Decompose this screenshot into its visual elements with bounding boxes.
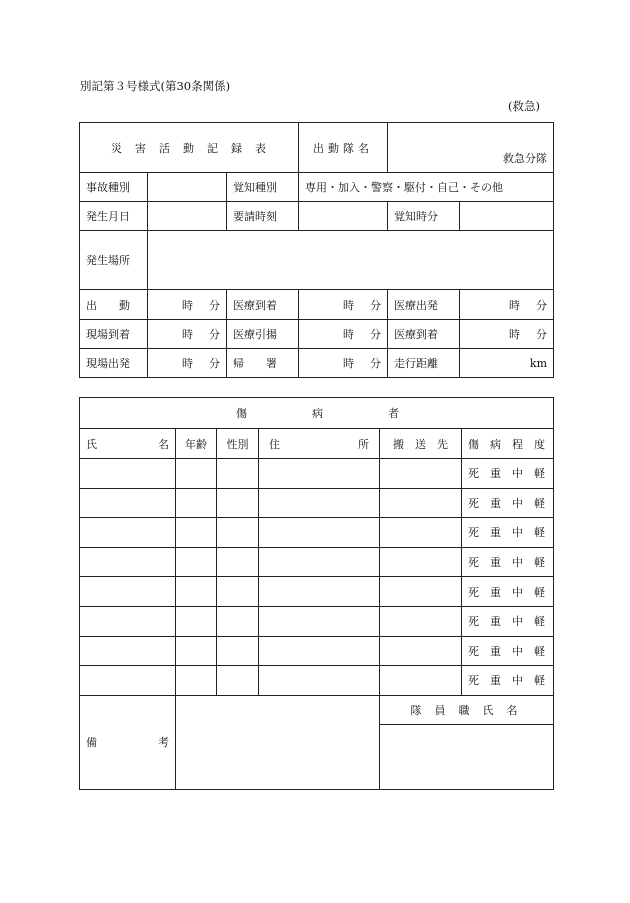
hour-label: 時 — [343, 357, 355, 370]
address-field[interactable] — [259, 636, 380, 666]
injured-row — [80, 459, 554, 489]
injured-title — [80, 398, 554, 429]
injured-row — [80, 488, 554, 518]
name-field[interactable] — [80, 577, 176, 607]
severity-option[interactable]: 死 — [468, 556, 479, 570]
hour-label: 時 — [343, 328, 355, 341]
location-label: 発生場所 — [80, 231, 148, 290]
severity-option[interactable]: 死 — [468, 615, 479, 629]
col-severity-char: 程 — [512, 437, 523, 451]
time-label: 医療出発 — [388, 290, 460, 320]
time-label: 現場到着 — [80, 320, 148, 349]
severity-option[interactable]: 軽 — [534, 467, 545, 481]
notified-type-options[interactable]: 専用・加入・警察・駆付・自己・その他 — [299, 173, 554, 202]
time-label: 医療到着 — [388, 320, 460, 349]
minute-label: 分 — [536, 298, 548, 312]
age-field[interactable] — [176, 547, 217, 577]
hour-label: 時 — [182, 328, 193, 341]
time-field[interactable] — [148, 320, 227, 349]
severity-option[interactable]: 重 — [490, 615, 501, 629]
age-field[interactable] — [176, 459, 217, 489]
name-field[interactable] — [80, 606, 176, 636]
severity-option[interactable]: 重 — [490, 467, 501, 481]
transport-field[interactable] — [380, 577, 462, 607]
transport-field[interactable] — [380, 518, 462, 548]
severity-field[interactable] — [462, 547, 554, 577]
severity-option[interactable]: 重 — [490, 496, 501, 510]
col-address-header — [259, 429, 380, 459]
km-unit: km — [529, 356, 548, 370]
severity-option[interactable]: 中 — [512, 467, 523, 481]
col-severity-char: 傷 — [468, 437, 479, 451]
transport-field[interactable] — [380, 606, 462, 636]
hour-label: 時 — [182, 298, 193, 312]
severity-option[interactable]: 軽 — [534, 496, 545, 510]
distance-label: 走行距離 — [388, 349, 460, 378]
date-label: 発生月日 — [80, 202, 148, 231]
transport-field[interactable] — [380, 636, 462, 666]
col-sex-header: 性別 — [217, 429, 259, 459]
injured-row — [80, 606, 554, 636]
col-severity-char: 度 — [534, 437, 545, 451]
severity-option[interactable]: 中 — [512, 585, 523, 599]
remarks-char: 備 — [86, 736, 97, 750]
sex-field[interactable] — [217, 518, 259, 548]
col-name-header — [80, 429, 176, 459]
activity-record-table — [79, 122, 554, 378]
col-severity-header — [462, 429, 554, 459]
col-address-char: 住 — [269, 437, 280, 451]
incident-type-label: 事故種別 — [80, 173, 148, 202]
hour-label: 時 — [182, 357, 193, 370]
name-field[interactable] — [80, 547, 176, 577]
severity-field[interactable] — [462, 488, 554, 518]
time-field[interactable] — [148, 349, 227, 378]
col-name-char: 氏 — [86, 437, 97, 451]
severity-option[interactable]: 重 — [490, 585, 501, 599]
severity-option[interactable]: 中 — [512, 556, 523, 570]
severity-option[interactable]: 中 — [512, 496, 523, 510]
request-time-field[interactable] — [299, 202, 388, 231]
time-label: 出 動 — [80, 290, 148, 320]
injured-row — [80, 666, 554, 696]
notified-time-label: 覚知時分 — [388, 202, 460, 231]
minute-label: 分 — [370, 357, 382, 370]
severity-option[interactable]: 死 — [468, 467, 479, 481]
severity-option[interactable]: 中 — [512, 674, 523, 688]
age-field[interactable] — [176, 488, 217, 518]
remarks-char: 考 — [158, 736, 169, 750]
injured-title-char: 者 — [388, 407, 400, 420]
severity-option[interactable]: 重 — [490, 674, 501, 688]
time-field[interactable] — [148, 290, 227, 320]
col-transport-header: 搬 送 先 — [380, 429, 462, 459]
time-field[interactable] — [299, 320, 388, 349]
minute-label: 分 — [209, 328, 220, 341]
minute-label: 分 — [209, 298, 220, 312]
time-field[interactable] — [299, 290, 388, 320]
transport-field[interactable] — [380, 488, 462, 518]
severity-option[interactable]: 死 — [468, 496, 479, 510]
hour-label: 時 — [509, 328, 521, 341]
age-field[interactable] — [176, 577, 217, 607]
dispatch-unit-value[interactable]: 救急分隊 — [388, 123, 554, 173]
sex-field[interactable] — [217, 488, 259, 518]
time-label: 帰 署 — [227, 349, 299, 378]
time-field[interactable] — [460, 320, 554, 349]
severity-option[interactable]: 軽 — [534, 615, 545, 629]
injured-table — [79, 397, 554, 790]
sex-field[interactable] — [217, 606, 259, 636]
severity-option[interactable]: 重 — [490, 556, 501, 570]
address-field[interactable] — [259, 547, 380, 577]
severity-field[interactable] — [462, 636, 554, 666]
age-field[interactable] — [176, 636, 217, 666]
severity-option[interactable]: 死 — [468, 674, 479, 688]
request-time-label: 要請時刻 — [227, 202, 299, 231]
injured-row — [80, 636, 554, 666]
severity-field[interactable] — [462, 518, 554, 548]
address-field[interactable] — [259, 666, 380, 696]
transport-field[interactable] — [380, 459, 462, 489]
name-field[interactable] — [80, 488, 176, 518]
transport-field[interactable] — [380, 666, 462, 696]
name-field[interactable] — [80, 518, 176, 548]
dispatch-unit-label: 出動隊名 — [299, 123, 388, 173]
severity-option[interactable]: 軽 — [534, 556, 545, 570]
location-field[interactable] — [148, 231, 554, 290]
address-field[interactable] — [259, 577, 380, 607]
col-name-char: 名 — [158, 437, 169, 451]
notified-time-field[interactable] — [460, 202, 554, 231]
severity-option[interactable]: 軽 — [534, 674, 545, 688]
severity-option[interactable]: 重 — [490, 526, 501, 540]
severity-option[interactable]: 中 — [512, 615, 523, 629]
members-label: 隊員職氏名 — [380, 695, 554, 724]
col-address-char: 所 — [358, 437, 369, 451]
injured-title-char: 病 — [312, 407, 324, 420]
minute-label: 分 — [370, 328, 382, 341]
injured-title-char: 傷 — [236, 407, 247, 420]
form-title: 別記第３号様式(第30条関係) — [80, 79, 231, 93]
time-field[interactable] — [460, 290, 554, 320]
form-category: (救急) — [508, 99, 540, 113]
sex-field[interactable] — [217, 636, 259, 666]
remarks-label — [80, 695, 176, 789]
name-field[interactable] — [80, 459, 176, 489]
incident-type-field[interactable] — [148, 173, 227, 202]
age-field[interactable] — [176, 518, 217, 548]
minute-label: 分 — [536, 328, 548, 341]
time-field[interactable] — [299, 349, 388, 378]
remarks-field[interactable] — [176, 695, 380, 789]
age-field[interactable] — [176, 666, 217, 696]
severity-option[interactable]: 死 — [468, 644, 479, 658]
severity-option[interactable]: 重 — [490, 644, 501, 658]
sex-field[interactable] — [217, 459, 259, 489]
record-title: 災害活動記録表 — [80, 123, 299, 173]
address-field[interactable] — [259, 518, 380, 548]
notified-type-label: 覚知種別 — [227, 173, 299, 202]
name-field[interactable] — [80, 636, 176, 666]
minute-label: 分 — [209, 357, 220, 370]
time-label: 医療到着 — [227, 290, 299, 320]
minute-label: 分 — [370, 298, 382, 312]
severity-field[interactable] — [462, 666, 554, 696]
transport-field[interactable] — [380, 547, 462, 577]
injured-row — [80, 577, 554, 607]
severity-option[interactable]: 軽 — [534, 526, 545, 540]
severity-option[interactable]: 中 — [512, 526, 523, 540]
distance-field[interactable] — [460, 349, 554, 378]
members-field[interactable] — [380, 724, 554, 789]
severity-option[interactable]: 死 — [468, 585, 479, 599]
name-field[interactable] — [80, 666, 176, 696]
col-age-header: 年齢 — [176, 429, 217, 459]
severity-field[interactable] — [462, 459, 554, 489]
address-field[interactable] — [259, 606, 380, 636]
severity-option[interactable]: 中 — [512, 644, 523, 658]
severity-option[interactable]: 死 — [468, 526, 479, 540]
sex-field[interactable] — [217, 547, 259, 577]
date-field[interactable] — [148, 202, 227, 231]
injured-row — [80, 518, 554, 548]
address-field[interactable] — [259, 459, 380, 489]
col-severity-char: 病 — [490, 437, 501, 451]
time-label: 現場出発 — [80, 349, 148, 378]
hour-label: 時 — [343, 298, 355, 312]
address-field[interactable] — [259, 488, 380, 518]
severity-field[interactable] — [462, 577, 554, 607]
hour-label: 時 — [509, 298, 521, 312]
severity-option[interactable]: 軽 — [534, 585, 545, 599]
sex-field[interactable] — [217, 666, 259, 696]
time-label: 医療引揚 — [227, 320, 299, 349]
severity-option[interactable]: 軽 — [534, 644, 545, 658]
injured-row — [80, 547, 554, 577]
sex-field[interactable] — [217, 577, 259, 607]
severity-field[interactable] — [462, 606, 554, 636]
age-field[interactable] — [176, 606, 217, 636]
